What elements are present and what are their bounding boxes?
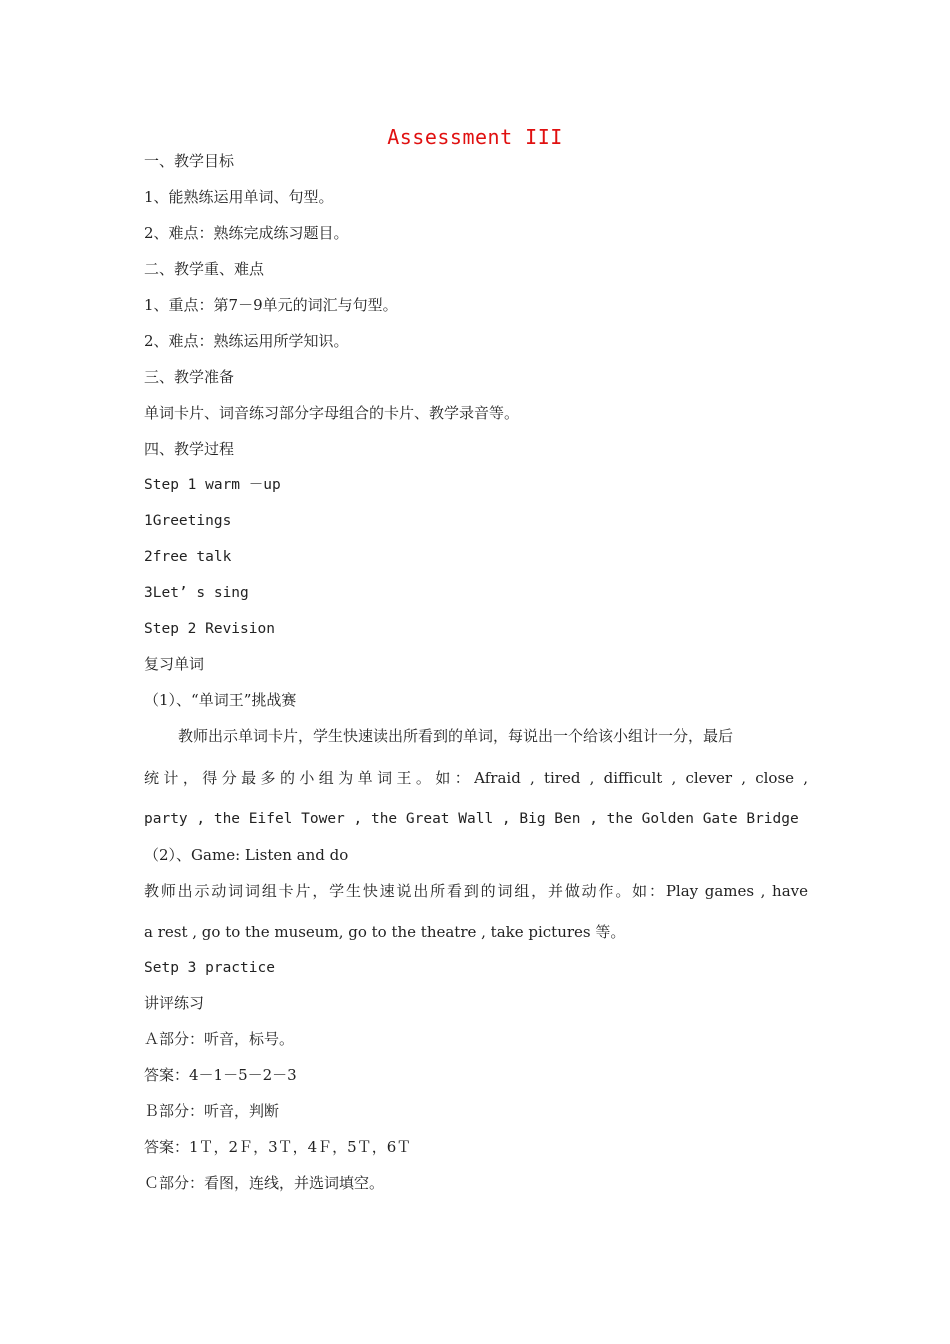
text-line: 2、难点：熟练运用所学知识。: [144, 332, 349, 350]
step-heading: Step 1 warm －up: [144, 477, 281, 493]
answer-line: 答案：1Ｔ，2Ｆ，3Ｔ，4Ｆ，5Ｔ，6Ｔ: [144, 1138, 412, 1156]
step-heading: Setp 3 practice: [144, 960, 275, 976]
text-line: 3Let’ s sing: [144, 585, 249, 601]
paragraph-line: party , the Eifel Tower , the Great Wall , Big Ben , the Golden Gate Bridge: [144, 811, 799, 827]
text-line: 2、难点：熟练完成练习题目。: [144, 224, 349, 242]
text-line: 单词卡片、词音练习部分字母组合的卡片、教学录音等。: [144, 404, 520, 422]
heading-teaching-goals: 一、教学目标: [144, 152, 235, 170]
text-line: 1、能熟练运用单词、句型。: [144, 188, 334, 206]
text-line: Ｂ部分：听音，判断: [144, 1102, 280, 1120]
text-line: Ｃ部分：看图，连线，并选词填空。: [144, 1174, 385, 1192]
text-line: 1Greetings: [144, 513, 232, 529]
text-line: （1）、“单词王”挑战赛: [144, 691, 297, 709]
text-line: 复习单词: [144, 655, 205, 673]
text-line: （2）、Game: Listen and do: [144, 846, 349, 864]
paragraph-line: 教师出示单词卡片，学生快速读出所看到的单词，每说出一个给该小组计一分，最后: [178, 727, 734, 745]
heading-key-points: 二、教学重、难点: [144, 260, 265, 278]
text-line: Ａ部分：听音，标号。: [144, 1030, 295, 1048]
document-title: Assessment III: [387, 125, 563, 149]
paragraph-line: 统计，得分最多的小组为单词王。如：Afraid , tired , difficult , clever , close ,: [144, 769, 808, 787]
step-heading: Step 2 Revision: [144, 621, 275, 637]
heading-preparation: 三、教学准备: [144, 368, 235, 386]
text-line: 讲评练习: [144, 994, 205, 1012]
heading-process: 四、教学过程: [144, 440, 235, 458]
text-line: 1、重点：第7－9单元的词汇与句型。: [144, 296, 398, 314]
paragraph-line: 教师出示动词词组卡片，学生快速说出所看到的词组，并做动作。如：Play games , have: [144, 882, 808, 900]
paragraph-line: a rest , go to the museum, go to the theatre , take pictures 等。: [144, 923, 626, 941]
text-line: 2free talk: [144, 549, 232, 565]
answer-line: 答案：4－1－5－2－3: [144, 1066, 297, 1084]
